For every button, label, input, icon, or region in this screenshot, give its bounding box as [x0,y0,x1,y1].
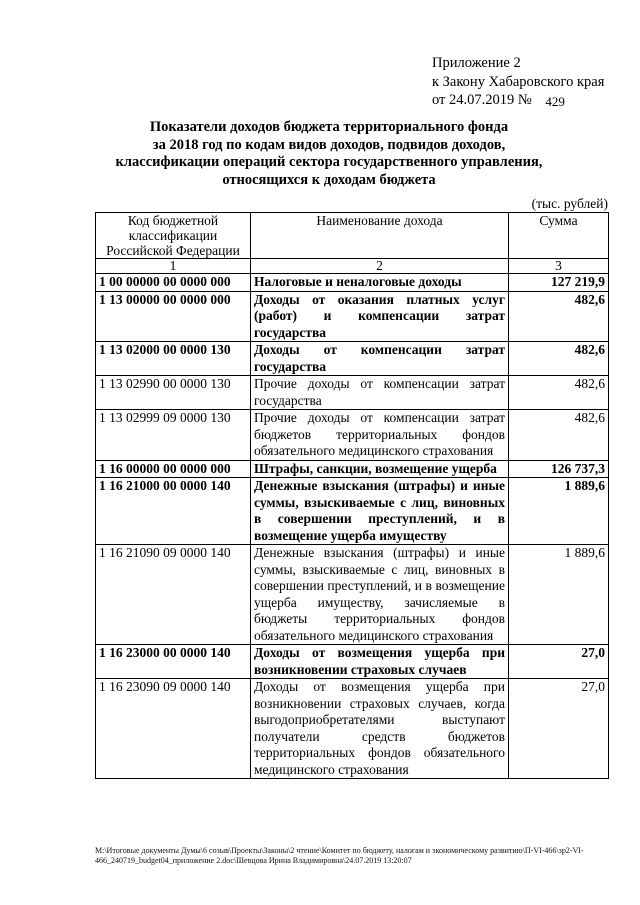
table-row [96,478,609,545]
column-number-row [96,259,609,274]
row-sum: 126 737,3 [509,460,609,478]
units-label: (тыс. рублей) [531,196,608,211]
row-sum: 482,6 [509,291,609,342]
header-name: Наименование дохода [251,213,509,259]
row-sum: 1 889,6 [509,545,609,645]
row-name: Налоговые и неналоговые доходы [251,274,509,292]
table-row [96,410,609,461]
row-sum: 482,6 [509,410,609,461]
table-header-row [96,213,609,259]
column-number-3: 3 [509,259,609,274]
row-name: Денежные взыскания (штрафы) и иные суммы, взыскиваемые с лиц, виновных в совершении преступлений, и в возмещение ущерба имуществу [251,478,509,545]
row-code: 1 16 23000 00 0000 140 [96,645,251,679]
table-row [96,545,609,645]
row-name: Прочие доходы от компенсации затрат государства [251,376,509,410]
row-code: 1 13 02999 09 0000 130 [96,410,251,461]
row-code: 1 16 21000 00 0000 140 [96,478,251,545]
title-line-2: за 2018 год по кодам видов доходов, подвидов доходов, [152,136,506,153]
title-line-3: классификации операций сектора государственного управления, [115,154,543,170]
revenue-table [95,212,609,779]
header-code: Код бюджетной классификации Российской Федерации [96,213,251,259]
row-sum: 482,6 [509,376,609,410]
row-code: 1 00 00000 00 0000 000 [96,274,251,292]
row-name: Доходы от оказания платных услуг (работ) и компенсации затрат государства [251,291,509,342]
table-row [96,342,609,376]
table-row [96,645,609,679]
appendix-line-1: Приложение 2 [432,55,521,71]
document-title [100,119,558,189]
row-sum: 482,6 [509,342,609,376]
title-line-1: Показатели доходов бюджета территориального фонда [149,119,509,135]
row-sum: 127 219,9 [509,274,609,292]
header-sum: Сумма [509,213,609,259]
table-row [96,460,609,478]
row-name: Доходы от компенсации затрат государства [251,342,509,376]
row-sum: 1 889,6 [509,478,609,545]
appendix-date: от 24.07.2019 № [432,92,532,108]
title-line-4: относящихся к доходам бюджета [222,171,436,188]
row-code: 1 13 02990 00 0000 130 [96,376,251,410]
row-name: Доходы от возмещения ущерба при возникновении страховых случаев [251,645,509,679]
row-code: 1 16 21090 09 0000 140 [96,545,251,645]
appendix-header [432,54,604,110]
row-sum: 27,0 [509,645,609,679]
row-code: 1 16 00000 00 0000 000 [96,460,251,478]
row-name: Штрафы, санкции, возмещение ущерба [251,460,509,478]
row-name: Денежные взыскания (штрафы) и иные суммы, взыскиваемые с лиц, виновных в совершении преступлений, и в возмещение ущерба имуществу, зачисляемые в бюджеты территориальных фондов обязательного медицинского страхования [251,545,509,645]
row-code: 1 13 00000 00 0000 000 [96,291,251,342]
appendix-line-3 [432,91,604,110]
column-number-1: 1 [96,259,251,274]
row-sum: 27,0 [509,679,609,779]
row-code: 1 13 02000 00 0000 130 [96,342,251,376]
table-row [96,679,609,779]
row-name: Прочие доходы от компенсации затрат бюджетов территориальных фондов обязательного медицинского страхования [251,410,509,461]
file-path-footer: M:\Итоговые документы Думы\6 созыв\Проекты\Законы\2 чтение\Комитет по бюджету, налогам и экономическому развитию\П-VI-466\зр2-VI-466_240719_budget04_приложение 2.doc\Шевцова Ирина Владимировна\24.07.2019 13:20:07 [95,846,584,865]
table-row [96,376,609,410]
column-number-2: 2 [251,259,509,274]
row-name: Доходы от возмещения ущерба при возникновении страховых случаев, когда выгодоприобретателями выступают получатели средств бюджетов территориальных фондов обязательного медицинского страхования [251,679,509,779]
table-row [96,291,609,342]
table-row [96,274,609,292]
appendix-number: 429 [545,94,565,109]
row-code: 1 16 23090 09 0000 140 [96,679,251,779]
appendix-line-2: к Закону Хабаровского края [432,73,605,90]
